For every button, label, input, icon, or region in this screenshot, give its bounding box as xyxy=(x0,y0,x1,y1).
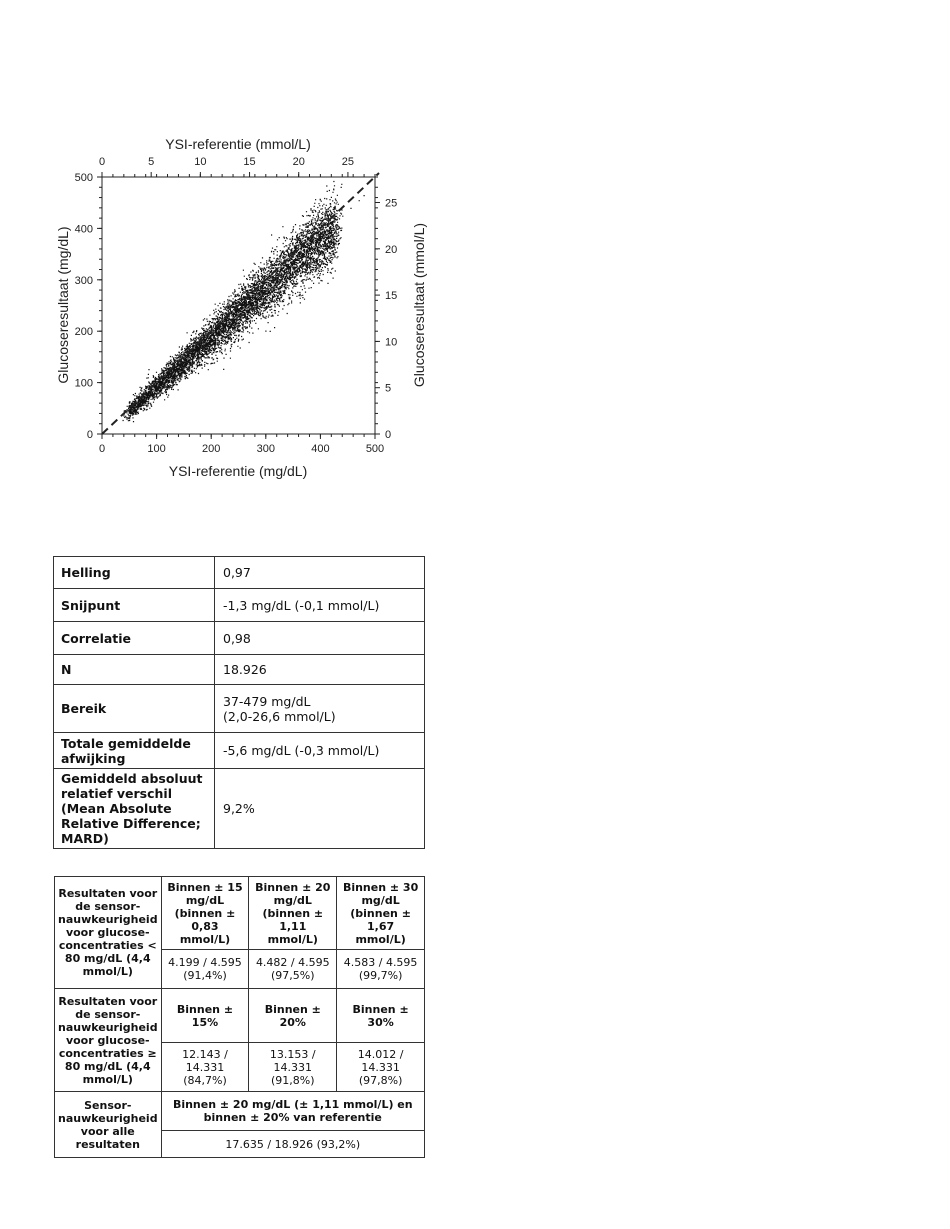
low-value-2: 4.482 / 4.595 (97,5%) xyxy=(249,950,337,989)
x-bottom-tick-label: 100 xyxy=(147,443,166,455)
accuracy-table xyxy=(54,876,425,1158)
y-left-axis-title: Glucoseresultaat (mg/dL) xyxy=(55,226,71,384)
table-row xyxy=(54,733,425,769)
summary-label: Totale gemiddelde afwijking xyxy=(54,733,215,769)
x-bottom-tick-label: 500 xyxy=(365,443,385,455)
y-left-tick-label: 400 xyxy=(74,223,93,236)
y-right-tick-label: 25 xyxy=(385,197,398,210)
summary-value: -1,3 mg/dL (-0,1 mmol/L) xyxy=(215,589,425,622)
x-top-tick-label: 5 xyxy=(148,156,155,168)
summary-label: Snijpunt xyxy=(54,589,215,622)
data-points xyxy=(123,181,365,422)
x-bottom-tick-label: 0 xyxy=(98,443,106,455)
y-right-tick-label: 5 xyxy=(385,382,392,395)
x-top-tick-label: 0 xyxy=(98,156,106,168)
all-results-label: Sensor-nauwkeurigheid voor alle resultaten xyxy=(55,1092,162,1158)
high-header-1: Binnen ± 15% xyxy=(161,989,249,1043)
y-left-tick-label: 300 xyxy=(74,274,93,287)
table-row xyxy=(54,622,425,655)
x-bottom-tick-label: 200 xyxy=(202,443,221,455)
x-top-tick-label: 10 xyxy=(194,156,207,168)
table-row xyxy=(54,557,425,589)
table-row xyxy=(55,989,425,1043)
y-left-tick-label: 500 xyxy=(74,172,93,184)
low-value-1: 4.199 / 4.595 (91,4%) xyxy=(161,950,249,989)
summary-label: Helling xyxy=(54,557,215,589)
y-right-axis-title: Glucoseresultaat (mmol/L) xyxy=(411,222,427,388)
table-row xyxy=(54,685,425,733)
low-header-3: Binnen ± 30 mg/dL (binnen ± 1,67 mmol/L) xyxy=(337,877,425,950)
table-row xyxy=(55,877,425,950)
table-row xyxy=(55,1092,425,1131)
low-header-1: Binnen ± 15 mg/dL (binnen ± 0,83 mmol/L) xyxy=(161,877,249,950)
scatter-points xyxy=(123,181,365,422)
summary-value: 9,2% xyxy=(215,769,425,849)
summary-label: Bereik xyxy=(54,685,215,733)
low-header-2: Binnen ± 20 mg/dL (binnen ± 1,11 mmol/L) xyxy=(249,877,337,950)
y-left-tick-label: 100 xyxy=(74,377,93,390)
y-right-tick-label: 15 xyxy=(385,290,398,303)
summary-label: N xyxy=(54,655,215,685)
y-right-tick-label: 0 xyxy=(385,429,392,441)
y-left-tick-label: 200 xyxy=(74,326,93,339)
x-top-tick-label: 25 xyxy=(341,156,355,168)
summary-value: 37-479 mg/dL (2,0-26,6 mmol/L) xyxy=(215,685,425,733)
summary-value: 0,98 xyxy=(215,622,425,655)
x-top-axis-title: YSI-referentie (mmol/L) xyxy=(165,136,311,152)
y-right-tick-label: 10 xyxy=(385,336,398,349)
summary-value: 0,97 xyxy=(215,557,425,589)
x-bottom-axis-title: YSI-referentie (mg/dL) xyxy=(168,463,308,479)
high-header-2: Binnen ± 20% xyxy=(249,989,337,1043)
high-header-3: Binnen ± 30% xyxy=(337,989,425,1043)
x-top-tick-label: 15 xyxy=(243,156,256,168)
low-value-3: 4.583 / 4.595 (99,7%) xyxy=(337,950,425,989)
summary-label: Correlatie xyxy=(54,622,215,655)
summary-value: 18.926 xyxy=(215,655,425,685)
y-right-tick-label: 20 xyxy=(385,243,398,256)
y-left-tick-label: 0 xyxy=(86,429,93,441)
high-range-label: Resultaten voor de sensor-nauwkeurigheid voor glucose-concentraties ≥ 80 mg/dL (4,4 mmol/L) xyxy=(55,989,162,1092)
low-range-label: Resultaten voor de sensor-nauwkeurigheid voor glucose-concentraties < 80 mg/dL (4,4 mmol/L) xyxy=(55,877,162,989)
x-bottom-tick-label: 300 xyxy=(256,443,275,455)
table-row xyxy=(54,589,425,622)
all-results-header: Binnen ± 20 mg/dL (± 1,11 mmol/L) en binnen ± 20% van referentie xyxy=(161,1092,424,1131)
x-bottom-tick-label: 400 xyxy=(311,443,330,455)
high-value-1: 12.143 / 14.331 (84,7%) xyxy=(161,1043,249,1092)
summary-value: -5,6 mg/dL (-0,3 mmol/L) xyxy=(215,733,425,769)
summary-table xyxy=(53,556,425,849)
x-top-tick-label: 20 xyxy=(292,156,305,168)
table-row xyxy=(54,655,425,685)
table-row xyxy=(54,769,425,849)
high-value-2: 13.153 / 14.331 (91,8%) xyxy=(249,1043,337,1092)
scatter-chart xyxy=(0,0,950,500)
all-results-value: 17.635 / 18.926 (93,2%) xyxy=(161,1131,424,1158)
summary-label: Gemiddeld absoluut relatief verschil (Mean Absolute Relative Difference; MARD) xyxy=(54,769,215,849)
high-value-3: 14.012 / 14.331 (97,8%) xyxy=(337,1043,425,1092)
